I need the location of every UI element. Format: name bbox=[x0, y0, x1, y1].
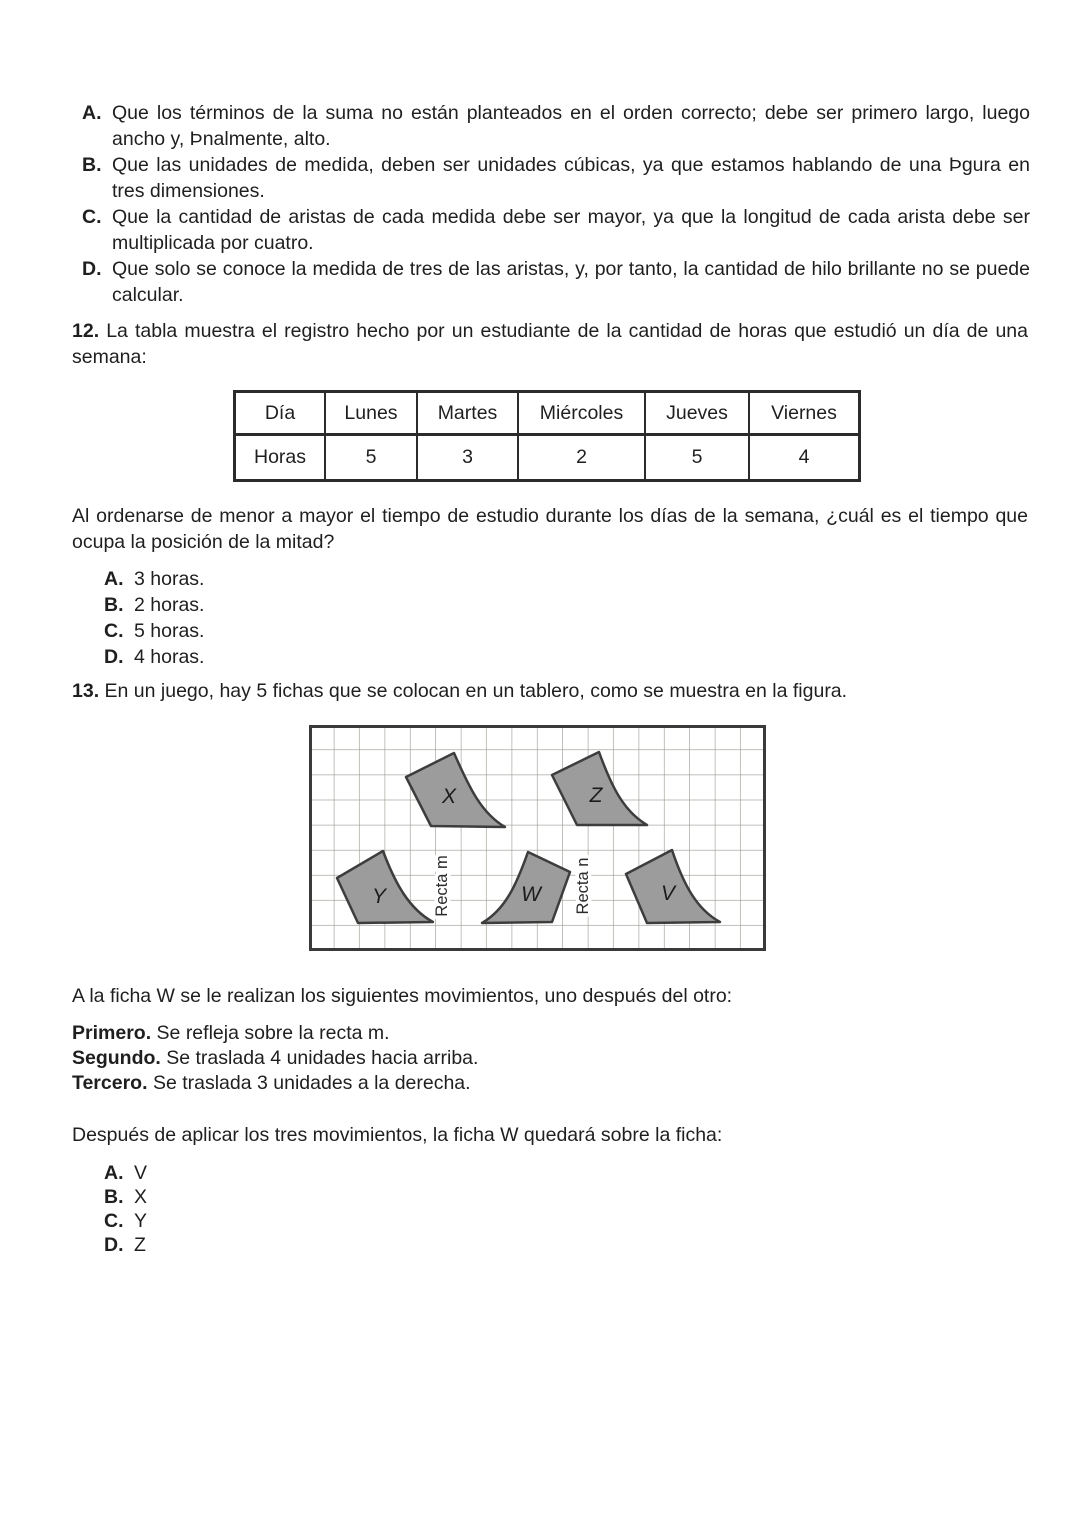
header-cell: Día bbox=[235, 392, 326, 435]
option-text: V bbox=[134, 1162, 148, 1184]
question-number: 13. bbox=[72, 680, 100, 702]
value-cell: 3 bbox=[417, 435, 518, 481]
option-row bbox=[82, 204, 1030, 256]
option-letter: D. bbox=[82, 258, 102, 280]
option-row bbox=[104, 592, 204, 618]
movement-label: Segundo. bbox=[72, 1047, 161, 1069]
movement-text: Se refleja sobre la recta m. bbox=[156, 1022, 390, 1044]
question-13-movements bbox=[72, 1021, 1028, 1096]
question-13-after-figure: A la ficha W se le realizan los siguientes movimientos, uno después del otro: bbox=[72, 985, 733, 1007]
movement-line bbox=[72, 1071, 1028, 1096]
question-text: La tabla muestra el registro hecho por un estudiante de la cantidad de horas que estudió un día de una semana: bbox=[72, 320, 1028, 368]
option-text: Que los términos de la suma no están planteados en el orden correcto; debe ser primero largo, luego ancho y, Þnalmente, alto. bbox=[112, 102, 1030, 150]
option-row bbox=[104, 1233, 147, 1257]
movement-line bbox=[72, 1046, 1028, 1071]
option-row bbox=[82, 256, 1030, 308]
option-text: Que las unidades de medida, deben ser unidades cúbicas, ya que estamos hablando de una Þgura en tres dimensiones. bbox=[112, 154, 1030, 202]
question-12-options bbox=[104, 566, 204, 670]
value-cell: 5 bbox=[645, 435, 749, 481]
piece-v-label: V bbox=[660, 882, 676, 905]
option-text: 3 horas. bbox=[134, 568, 205, 590]
option-text: X bbox=[134, 1186, 148, 1208]
option-row bbox=[104, 1185, 147, 1209]
piece-w-label: W bbox=[521, 883, 541, 906]
row-label-cell: Horas bbox=[235, 435, 326, 481]
option-row bbox=[82, 100, 1030, 152]
option-letter: C. bbox=[82, 206, 102, 228]
table-data-row bbox=[235, 435, 860, 481]
option-letter: D. bbox=[104, 646, 124, 668]
piece-x-label: X bbox=[441, 785, 457, 808]
question-13-intro bbox=[72, 678, 1028, 704]
header-cell: Jueves bbox=[645, 392, 749, 435]
question-12-intro bbox=[72, 318, 1028, 370]
movement-line bbox=[72, 1021, 1028, 1046]
recta-n-label: Recta n bbox=[574, 857, 592, 915]
option-row bbox=[104, 566, 204, 592]
option-row bbox=[104, 618, 204, 644]
question-number: 12. bbox=[72, 320, 100, 342]
option-letter: C. bbox=[104, 1210, 124, 1232]
question-13-options bbox=[104, 1161, 147, 1257]
movement-text: Se traslada 3 unidades a la derecha. bbox=[152, 1072, 471, 1094]
option-text: Que solo se conoce la medida de tres de las aristas, y, por tanto, la cantidad de hilo brillante no se puede calcular. bbox=[112, 258, 1030, 306]
option-text: 4 horas. bbox=[134, 646, 205, 668]
game-board-svg bbox=[309, 725, 766, 951]
header-cell: Martes bbox=[417, 392, 518, 435]
option-text: 5 horas. bbox=[134, 620, 205, 642]
option-letter: A. bbox=[104, 568, 124, 590]
option-letter: A. bbox=[104, 1162, 124, 1184]
movement-label: Tercero. bbox=[72, 1072, 148, 1094]
option-letter: B. bbox=[104, 1186, 124, 1208]
piece-z-label: Z bbox=[589, 784, 603, 807]
movement-text: Se traslada 4 unidades hacia arriba. bbox=[166, 1047, 479, 1069]
option-letter: B. bbox=[82, 154, 102, 176]
option-letter: B. bbox=[104, 594, 124, 616]
question-13-prompt: Después de aplicar los tres movimientos, la ficha W quedará sobre la ficha: bbox=[72, 1124, 723, 1146]
question-text: En un juego, hay 5 fichas que se colocan en un tablero, como se muestra en la figura. bbox=[104, 680, 848, 702]
option-letter: C. bbox=[104, 620, 124, 642]
question-11-options bbox=[82, 100, 1030, 308]
question-12-prompt: Al ordenarse de menor a mayor el tiempo de estudio durante los días de la semana, ¿cuál es el tiempo que ocupa la posición de la mitad? bbox=[72, 505, 1028, 553]
option-row bbox=[104, 1209, 147, 1233]
value-cell: 5 bbox=[325, 435, 417, 481]
option-row bbox=[104, 1161, 147, 1185]
movement-label: Primero. bbox=[72, 1022, 152, 1044]
option-row bbox=[104, 644, 204, 670]
header-cell: Lunes bbox=[325, 392, 417, 435]
option-text: Que la cantidad de aristas de cada medida debe ser mayor, ya que la longitud de cada arista debe ser multiplicada por cuatro. bbox=[112, 206, 1030, 254]
option-text: Z bbox=[134, 1234, 146, 1256]
header-cell: Viernes bbox=[749, 392, 860, 435]
option-letter: A. bbox=[82, 102, 102, 124]
header-cell: Miércoles bbox=[518, 392, 645, 435]
recta-m-label: Recta m bbox=[433, 855, 451, 917]
option-row bbox=[82, 152, 1030, 204]
option-letter: D. bbox=[104, 1234, 124, 1256]
value-cell: 2 bbox=[518, 435, 645, 481]
study-hours-table bbox=[233, 390, 861, 482]
option-text: 2 horas. bbox=[134, 594, 205, 616]
value-cell: 4 bbox=[749, 435, 860, 481]
piece-y-label: Y bbox=[371, 885, 387, 908]
option-text: Y bbox=[134, 1210, 148, 1232]
table-header-row bbox=[235, 392, 860, 435]
game-board-figure bbox=[309, 725, 766, 951]
